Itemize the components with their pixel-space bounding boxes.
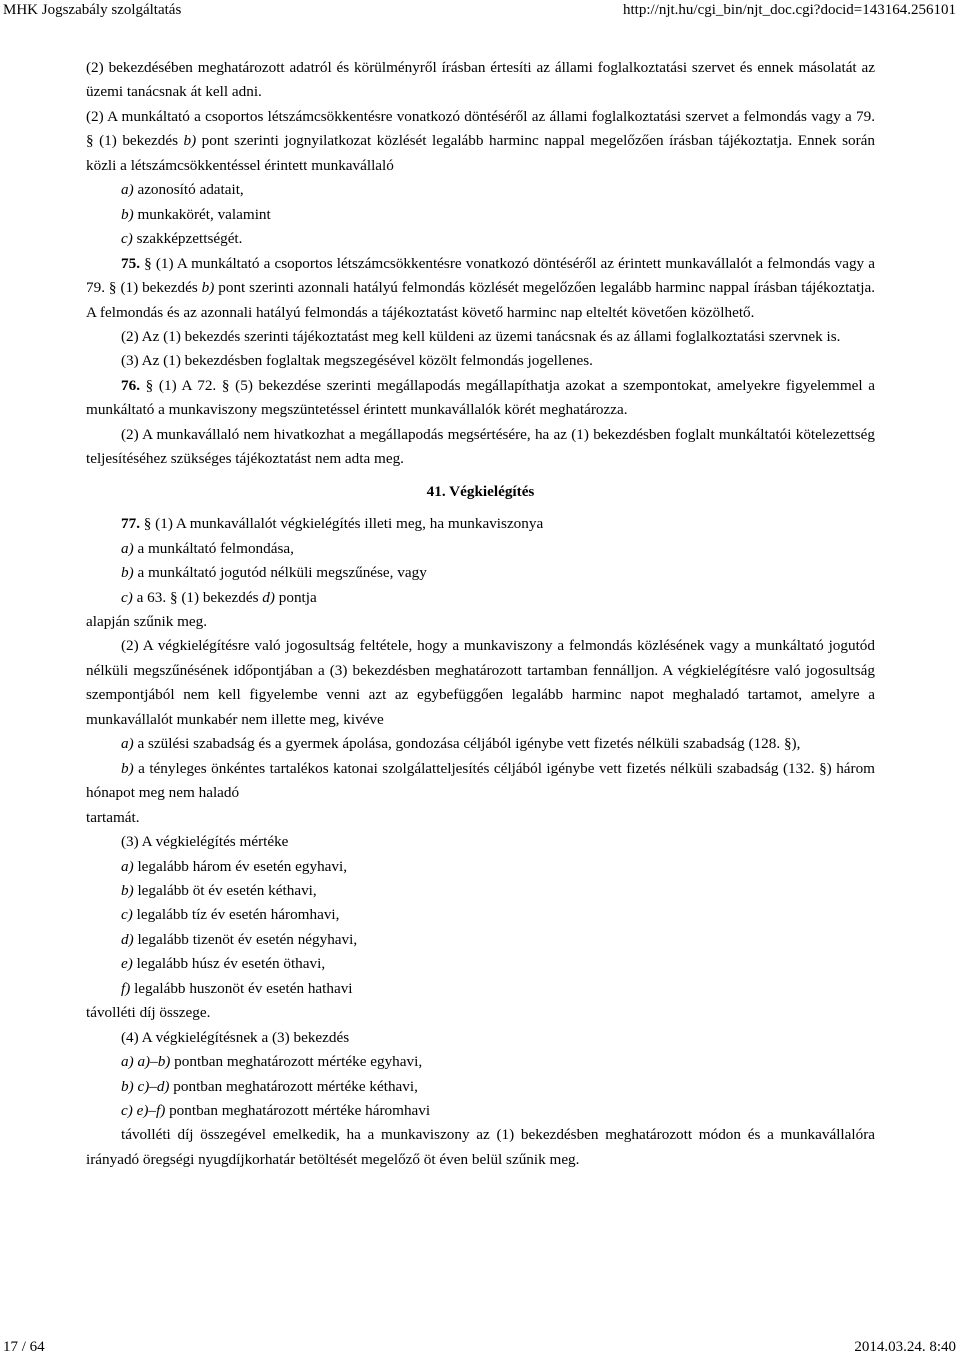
paragraph: (4) A végkielégítésnek a (3) bekezdés	[121, 1028, 350, 1046]
section-number: 77.	[121, 515, 140, 533]
section-sign: §	[108, 279, 117, 297]
page-footer	[0, 1337, 960, 1357]
paragraph: (2) bekezdésében meghatározott adatról és körülményről írásban értesíti az állami foglalkoztatási szervet és ennek másolatát az üzemi tanácsnak át kell adni.	[86, 59, 875, 101]
list-item: d) legalább tizenöt év esetén négyhavi,	[121, 930, 358, 948]
list-item: f) legalább huszonöt év esetén hathavi	[121, 979, 353, 997]
list-item: b) c)–d) pontban meghatározott mértéke kéthavi,	[121, 1077, 418, 1095]
list-item: c) e)–f) pontban meghatározott mértéke háromhavi	[121, 1102, 431, 1120]
paragraph: 76. § (1) A 72. § (5) bekezdése szerinti megállapodás megállapíthatja azokat a szempontokat, amelyekre figyelemmel a munkáltató a munkaviszony megszüntetéssel érintett munkavállalók körét meghatározza.	[86, 376, 876, 419]
paragraph: tartamát.	[86, 808, 140, 826]
paragraph: alapján szűnik meg.	[86, 612, 208, 630]
document-body	[86, 56, 875, 1172]
section-sign: §	[221, 376, 230, 394]
page-number: 17 / 64	[3, 1339, 45, 1355]
paragraph: távolléti díj összegével emelkedik, ha a munkaviszony az (1) bekezdésben meghatározott módon és a munkavállalóra irányadó öregségi nyugdíjkorhatár betöltését megelőző öt éven belül szűnik meg.	[86, 1126, 875, 1168]
paragraph: távolléti díj összege.	[86, 1004, 211, 1022]
print-timestamp: 2014.03.24. 8:40	[854, 1339, 956, 1355]
list-item: b) a munkáltató jogutód nélküli megszűnése, vagy	[121, 564, 427, 582]
header-source: MHK Jogszabály szolgáltatás	[3, 2, 182, 18]
paragraph: (2) A munkavállaló nem hivatkozhat a megállapodás megsértésére, ha az (1) bekezdésben foglalt munkáltatói kötelezettség teljesítéséhez szükséges tájékoztatást nem adta meg.	[86, 425, 875, 468]
paragraph: (3) Az (1) bekezdésben foglaltak megszegésével közölt felmondás jogellenes.	[121, 352, 593, 370]
paragraph: 75. § (1) A munkáltató a csoportos létszámcsökkentésre vonatkozó döntéséről az érintett munkavállalót a felmondás vagy a 79. § (1) bekezdés b) pont szerinti azonnali hatályú felmondás közlését megelőzően legalább harminc nappal írásban tájékoztatja. A felmondás és az azonnali hatályú felmondás a tájékoztatást követő harminc nap elteltét követően közölhető.	[86, 254, 876, 321]
list-item: c) szakképzettségét.	[121, 230, 243, 248]
section-title: 41. Végkielégítés	[426, 482, 535, 500]
list-item: a) a munkáltató felmondása,	[121, 539, 294, 557]
paragraph: (2) A végkielégítésre való jogosultság feltétele, hogy a munkaviszony a felmondás közlésének vagy a munkáltató jogutód nélküli megszűnésének időpontjában a (3) bekezdésben meghatározott tartamban fennálljon. A végkielégítésre való jogosultság szempontjából nem kell figyelembe venni azt az egybefüggően legalább harminc napot meghaladó tartamot, amelyre a munkavállalót munkabér nem illette meg, kivéve	[86, 637, 875, 728]
section-number: 75.	[121, 254, 140, 272]
list-item: e) legalább húsz év esetén öthavi,	[121, 955, 326, 973]
paragraph: (2) Az (1) bekezdés szerinti tájékoztatást meg kell küldeni az üzemi tanácsnak és az állami foglalkoztatási szervnek is.	[121, 327, 841, 345]
section-number: 76.	[121, 376, 140, 394]
header-url[interactable]: http://njt.hu/cgi_bin/njt_doc.cgi?docid=143164.256101	[622, 2, 956, 18]
list-item: b) munkakörét, valamint	[121, 205, 271, 223]
section-sign: §	[86, 132, 94, 150]
paragraph: 77. § (1) A munkavállalót végkielégítés illeti meg, ha munkaviszonya	[121, 515, 544, 533]
list-item: a) azonosító adatait,	[121, 181, 244, 199]
section-sign: §	[144, 254, 152, 272]
list-item: c) a 63. § (1) bekezdés d) pontja	[121, 588, 317, 606]
section-sign: §	[169, 588, 178, 606]
page-header	[0, 0, 960, 20]
list-item: c) legalább tíz év esetén háromhavi,	[121, 906, 340, 924]
list-item: b) a tényleges önkéntes tartalékos katonai szolgálatteljesítés céljából igénybe vett fizetés nélküli szabadság (132. §) három hónapot meg nem haladó	[86, 759, 875, 802]
list-item: a) legalább három év esetén egyhavi,	[121, 857, 348, 875]
section-sign: §	[819, 759, 827, 777]
list-item: b) legalább öt év esetén kéthavi,	[121, 881, 317, 899]
section-sign: §	[143, 515, 152, 533]
section-sign: §	[783, 735, 792, 753]
list-item: a) a szülési szabadság és a gyermek ápolása, gondozása céljából igénybe vett fizetés nélküli szabadság (128. §),	[121, 735, 801, 753]
paragraph: (3) A végkielégítés mértéke	[121, 833, 289, 851]
paragraph: (2) A munkáltató a csoportos létszámcsökkentésre vonatkozó döntéséről az állami foglalkoztatási szervet a felmondás vagy a 79. § (1) bekezdés b) pont szerinti jognyilatkozat közlését legalább harminc nappal megelőzően írásban tájékoztatja. Ennek során közli a létszámcsökkentéssel érintett munkavállaló	[86, 107, 875, 174]
list-item: a) a)–b) pontban meghatározott mértéke egyhavi,	[121, 1053, 423, 1071]
section-sign: §	[145, 376, 154, 394]
